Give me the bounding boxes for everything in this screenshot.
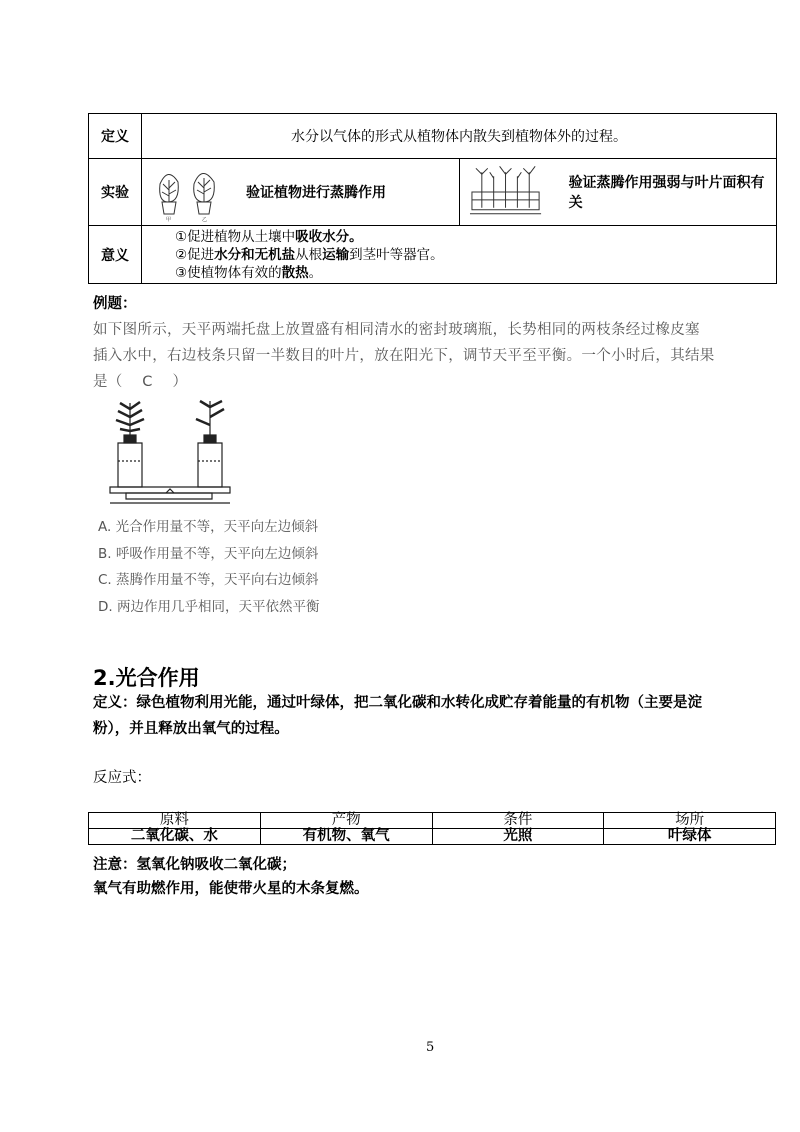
option-a: A. 光合作用量不等，天平向左边倾斜 — [98, 519, 319, 535]
photosynthesis-table — [88, 812, 776, 845]
significance-item-1: ①促进植物从土壤中吸收水分。 — [175, 228, 363, 245]
value-cell: 二氧化碳、水 — [89, 829, 261, 845]
value-cell: 光照 — [432, 829, 604, 845]
definition-line-2: 粉），并且释放出氧气的过程。 — [93, 721, 289, 737]
header-cell: 场所 — [604, 813, 776, 829]
significance-cell — [142, 226, 777, 284]
definition-text: 水分以气体的形式从植物体内散失到植物体外的过程。 — [142, 114, 777, 159]
value-cell: 有机物、氧气 — [260, 829, 432, 845]
svg-text:乙: 乙 — [202, 217, 208, 222]
question-line-2: 插入水中，右边枝条只留一半数目的叶片，放在阳光下，调节天平至平衡。一个小时后，其结果 — [93, 348, 715, 364]
svg-text:甲: 甲 — [166, 217, 172, 222]
header-cell: 原料 — [89, 813, 261, 829]
option-c: C. 蒸腾作用量不等，天平向右边倾斜 — [98, 572, 319, 588]
photosynthesis-definition — [93, 690, 793, 742]
definition-label: 定义 — [89, 114, 142, 159]
experiment-label: 实验 — [89, 159, 142, 226]
option-b: B. 呼吸作用量不等，天平向左边倾斜 — [98, 545, 319, 562]
transpiration-table — [88, 113, 777, 284]
significance-label: 意义 — [89, 226, 142, 284]
value-cell: 叶绿体 — [604, 829, 776, 845]
page-number: 5 — [426, 1040, 435, 1055]
header-cell: 条件 — [432, 813, 604, 829]
balance-illustration — [100, 395, 240, 507]
significance-item-3: ③使植物体有效的散热。 — [175, 264, 323, 281]
question-line-3: 是（ C ） — [93, 374, 188, 390]
section-title: 2.光合作用 — [93, 666, 200, 690]
test-tube-rack-illustration — [468, 162, 543, 222]
note-1: 注意：氢氧化钠吸收二氧化碳； — [93, 857, 296, 873]
note-2: 氧气有助燃作用，能使带火星的木条复燃。 — [93, 881, 369, 897]
example-heading: 例题： — [93, 296, 137, 312]
experiment-1 — [142, 159, 460, 225]
reaction-label: 反应式： — [93, 770, 151, 786]
experiment-2-title: 验证蒸腾作用强弱与叶片面积有关 — [568, 175, 765, 211]
options-list — [98, 514, 319, 620]
table-header-row — [89, 813, 776, 829]
header-cell: 产物 — [260, 813, 432, 829]
definition-line-1: 定义：绿色植物利用光能，通过叶绿体，把二氧化碳和水转化成贮存着能量的有机物（主要是淀 — [93, 695, 702, 711]
question-text — [93, 317, 793, 395]
question-line-1: 如下图所示，天平两端托盘上放置盛有相同清水的密封玻璃瓶，长势相同的两枝条经过橡皮塞 — [93, 322, 700, 338]
experiment-1-title: 验证植物进行蒸腾作用 — [246, 185, 386, 201]
significance-item-2: ②促进水分和无机盐从根运输到茎叶等器官。 — [175, 246, 444, 263]
option-d: D. 两边作用几乎相同，天平依然平衡 — [98, 598, 320, 615]
table-row — [89, 829, 776, 845]
potted-plants-bagged-illustration — [156, 162, 226, 222]
experiment-cell — [142, 159, 777, 226]
experiment-2 — [460, 159, 777, 225]
